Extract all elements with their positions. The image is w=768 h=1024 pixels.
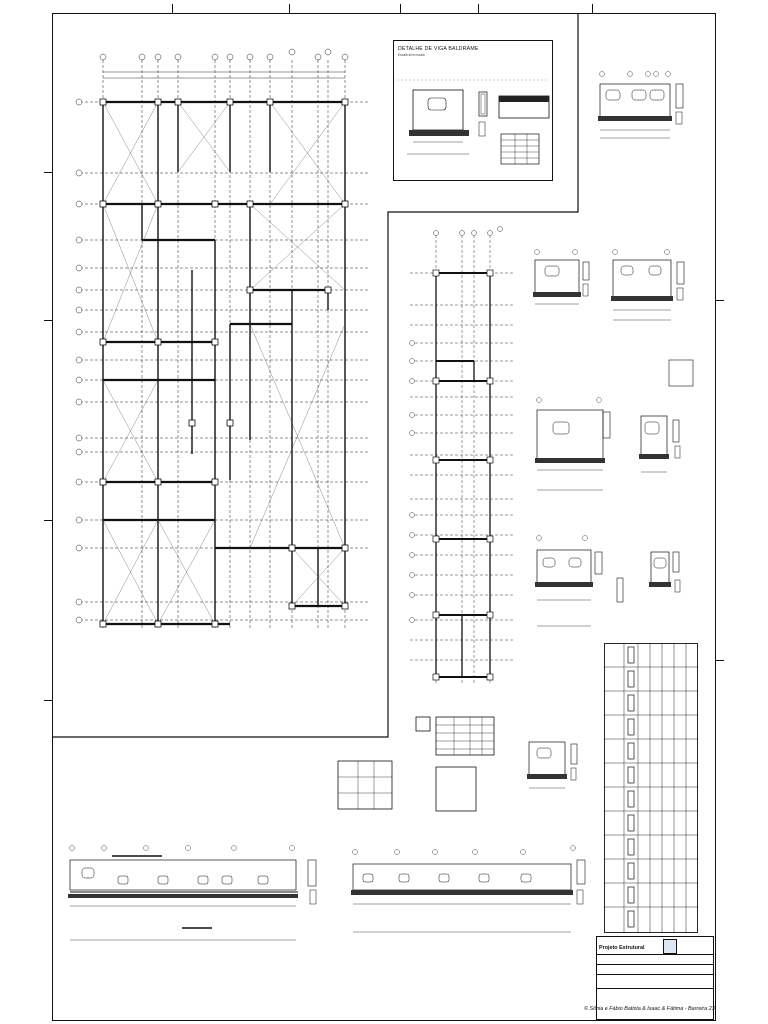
- section-detail-top-right: [590, 60, 710, 160]
- detail-subtitle: Escala sem escala: [398, 53, 425, 57]
- section-detail-small: [525, 730, 595, 800]
- signature-line: © Sônia e Fábio Batista & Isaac & Fátima - Barreira 23: [584, 1006, 715, 1012]
- bar-schedule-table: [604, 643, 698, 933]
- company-logo: [663, 939, 677, 954]
- elevation-right: [345, 840, 595, 950]
- secondary-plan: [400, 215, 520, 695]
- foundation-plan: [70, 40, 390, 640]
- detail-title: DETALHE DE VIGA BALDRAME: [398, 46, 479, 52]
- section-details-mid: [525, 240, 700, 640]
- project-title: Projeto Estrutural: [599, 945, 645, 951]
- quantity-tables: [330, 715, 525, 815]
- beam-detail-drawing: [393, 60, 553, 180]
- elevation-left: [62, 840, 332, 950]
